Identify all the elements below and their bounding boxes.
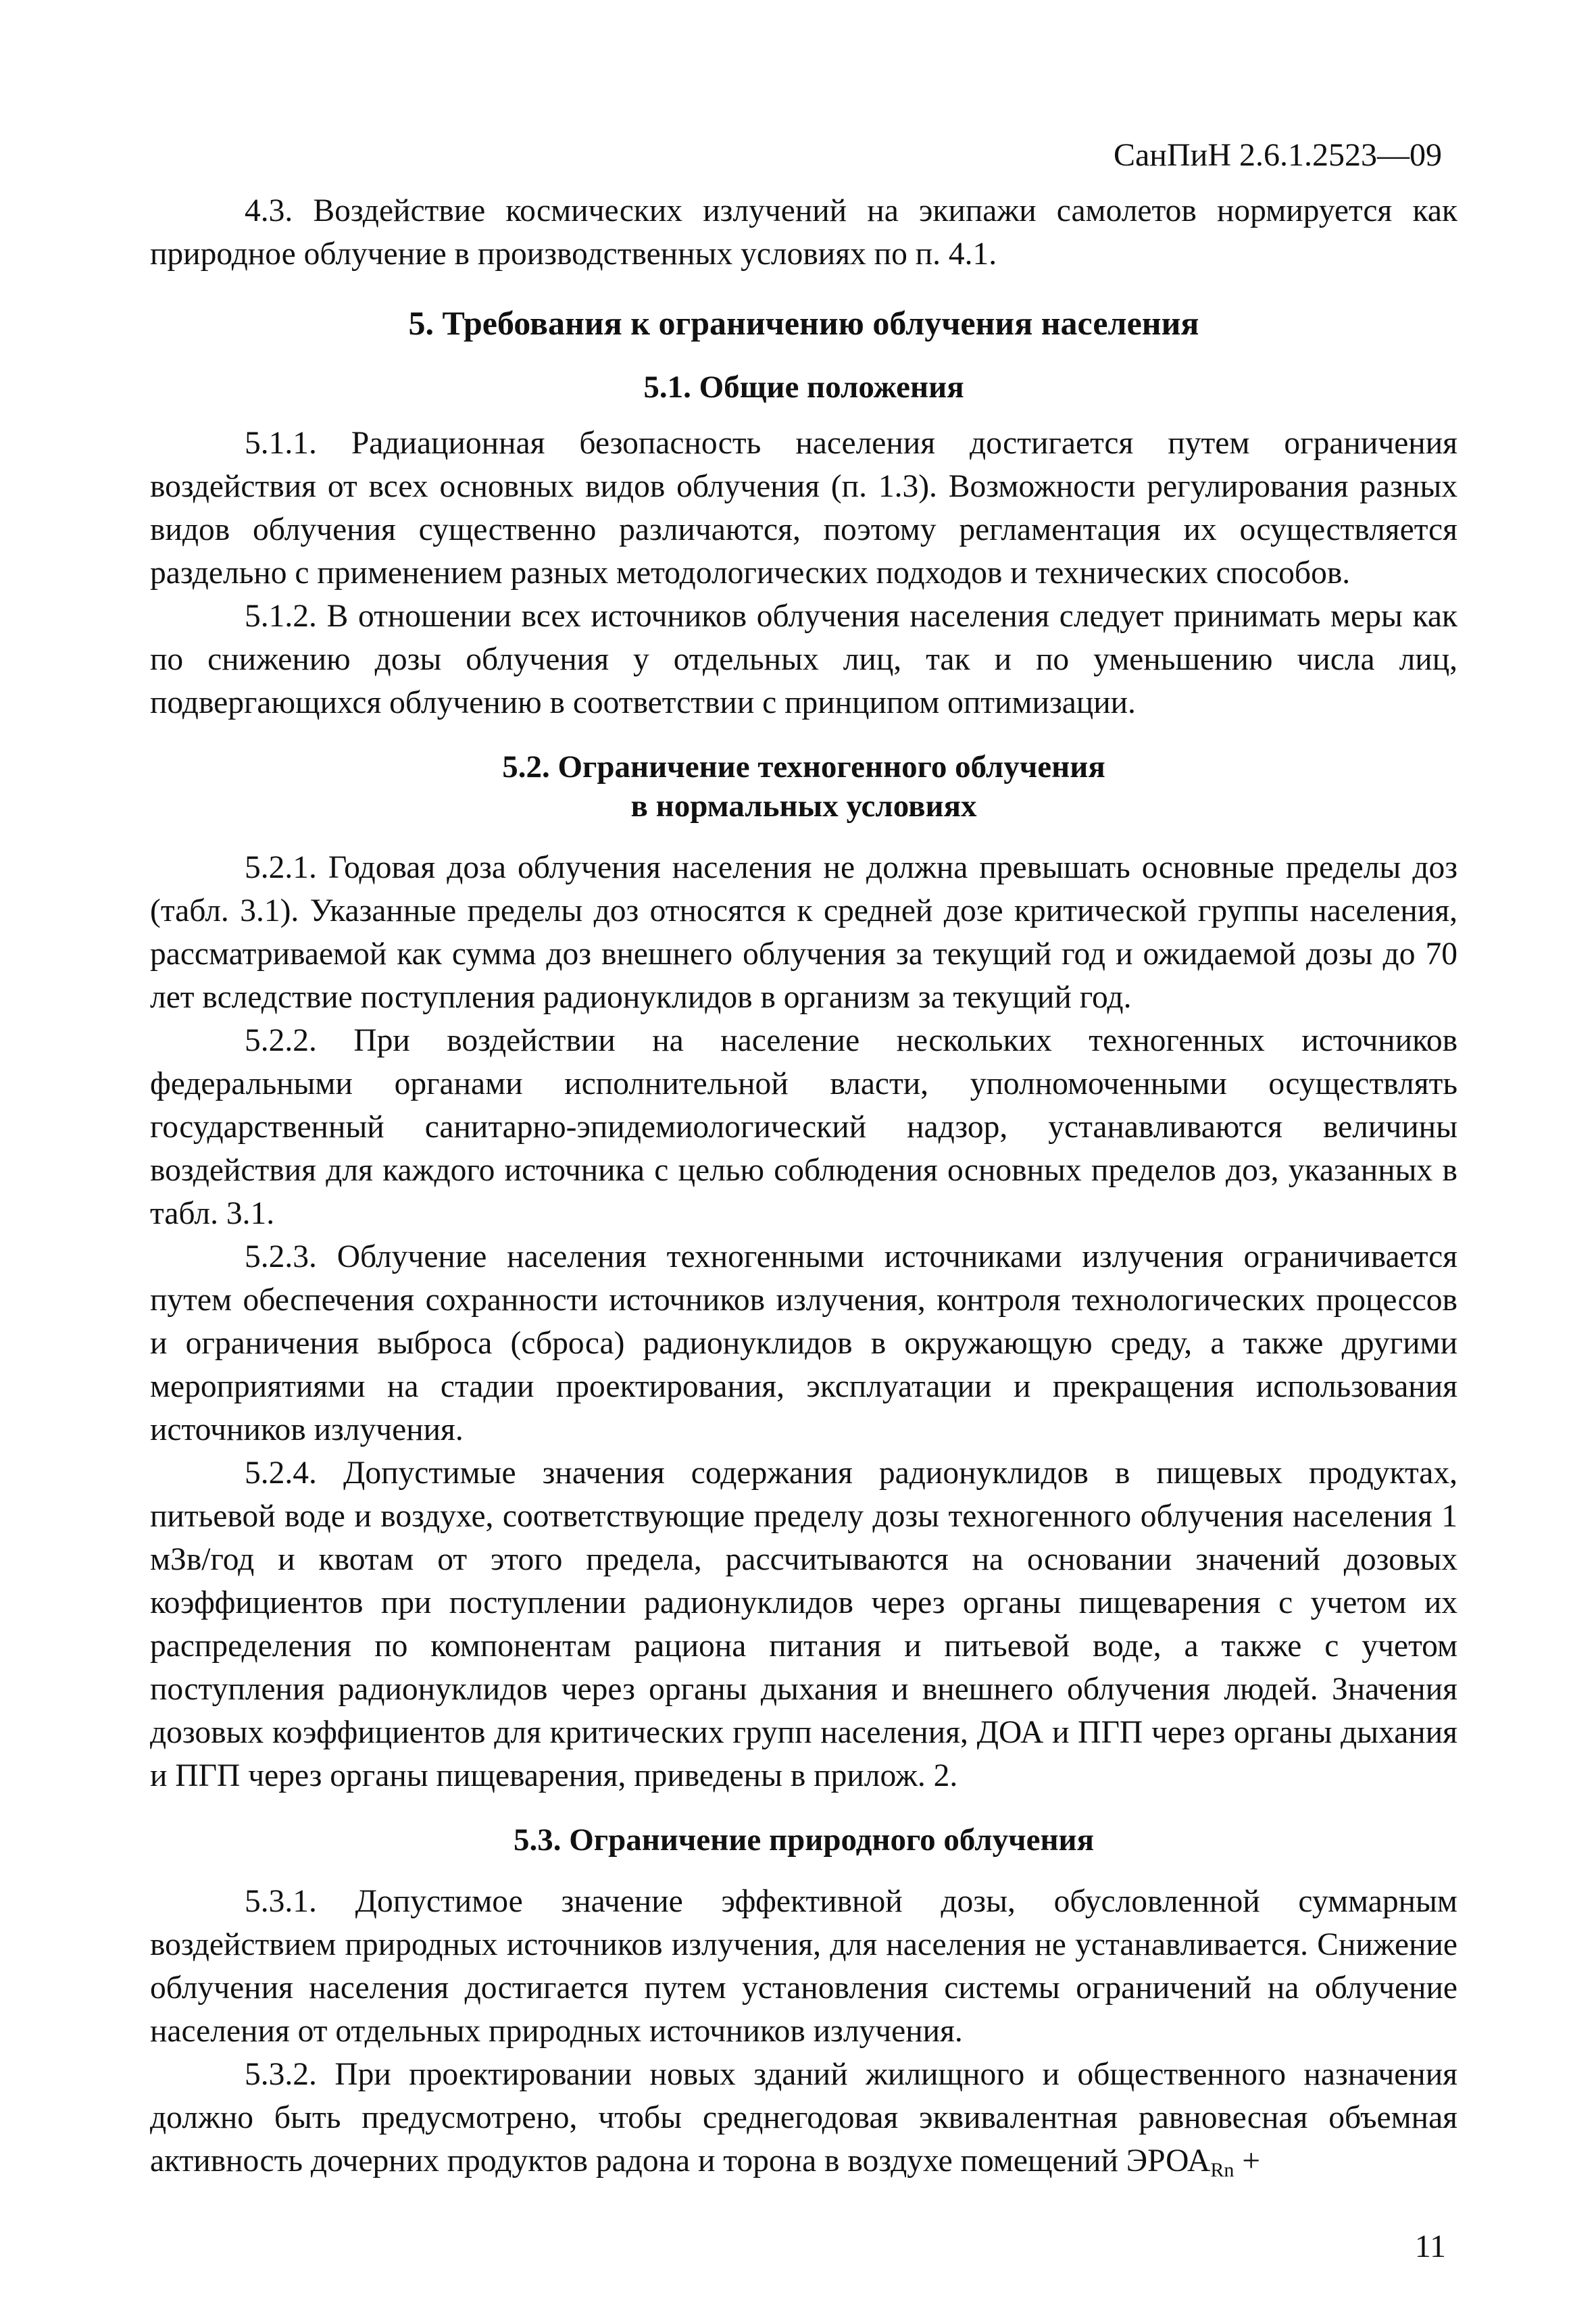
paragraph-5-3-2-text: 5.3.2. При проектировании новых зданий жилищного и общественного назначения должно быть предусмотрено, чтобы среднегодовая эквивалентная равновесная объемная активность дочерних продуктов радона и торона в воздухе помещений ЭРОА	[150, 2057, 1457, 2179]
subsection-5-2-title-line1: 5.2. Ограничение техногенного облучения	[502, 749, 1105, 785]
subsection-5-3-title: 5.3. Ограничение природного облучения	[513, 1822, 1095, 1858]
document-code: СанПиН 2.6.1.2523—09	[1113, 137, 1442, 173]
paragraph-5-2-2: 5.2.2. При воздействии на население нескольких техногенных источников федеральными органами исполнительной власти, уполномоченными осуществлять государственный санитарно-эпидемиологический надзор, устанавливаются величины воздействия для каждого источника с целью соблюдения основных пределов доз, указанных в табл. 3.1.	[150, 1023, 1457, 1231]
radon-subscript: Rn	[1210, 2159, 1235, 2181]
subsection-5-2-title-line2: в нормальных условиях	[630, 789, 977, 824]
paragraph-5-1-1: 5.1.1. Радиационная безопасность населения достигается путем ограничения воздействия от всех основных видов облучения (п. 1.3). Возможности регулирования разных видов облучения существенно различаются, поэтому регламентация их осуществляется раздельно с применением разных методологических подходов и технических способов.	[150, 426, 1457, 591]
paragraph-5-1-2: 5.1.2. В отношении всех источников облучения населения следует принимать меры как по снижению дозы облучения у отдельных лиц, так и по уменьшению числа лиц, подвергающихся облучению в соответствии с принципом оптимизации.	[150, 599, 1457, 720]
section-5-title: 5. Требования к ограничению облучения населения	[408, 304, 1199, 342]
paragraph-5-3-1: 5.3.1. Допустимое значение эффективной дозы, обусловленной суммарным воздействием природных источников излучения, для населения не устанавливается. Снижение облучения населения достигается путем установления системы ограничений на облучение населения от отдельных природных источников излучения.	[150, 1884, 1457, 2049]
paragraph-5-2-1: 5.2.1. Годовая доза облучения населения не должна превышать основные пределы доз (табл. 3.1). Указанные пределы доз относятся к средней дозе критической группы населения, рассматриваемой как сумма доз внешнего облучения за текущий год и ожидаемой дозы до 70 лет вследствие поступления радионуклидов в организм за текущий год.	[150, 850, 1457, 1015]
subsection-5-1-title: 5.1. Общие положения	[643, 370, 964, 405]
paragraph-4-3: 4.3. Воздействие космических излучений на экипажи самолетов нормируется как природное облучение в производственных условиях по п. 4.1.	[150, 193, 1457, 272]
paragraph-5-2-4: 5.2.4. Допустимые значения содержания радионуклидов в пищевых продуктах, питьевой воде и воздухе, соответствующие пределу дозы техногенного облучения населения 1 мЗв/год и квотам от этого предела, рассчитываются на основании значений дозовых коэффициентов при поступлении радионуклидов через органы пищеварения с учетом их распределения по компонентам рациона питания и питьевой воде, а также с учетом поступления радионуклидов через органы дыхания и внешнего облучения людей. Значения дозовых коэффициентов для критических групп населения, ДОА и ПГП через органы дыхания и ПГП через органы пищеварения, приведены в прилож. 2.	[150, 1455, 1457, 1793]
paragraph-5-2-3: 5.2.3. Облучение населения техногенными источниками излучения ограничивается путем обеспечения сохранности источников излучения, контроля технологических процессов и ограничения выброса (сброса) радионуклидов в окружающую среду, а также другими мероприятиями на стадии проектирования, эксплуатации и прекращения использования источников излучения.	[150, 1239, 1457, 1447]
page-number: 11	[1414, 2229, 1446, 2264]
subsection-5-2-title	[150, 747, 1457, 826]
page-body	[150, 189, 1457, 2192]
paragraph-5-3-2-tail: +	[1234, 2143, 1261, 2179]
paragraph-5-3-2	[150, 2053, 1457, 2192]
